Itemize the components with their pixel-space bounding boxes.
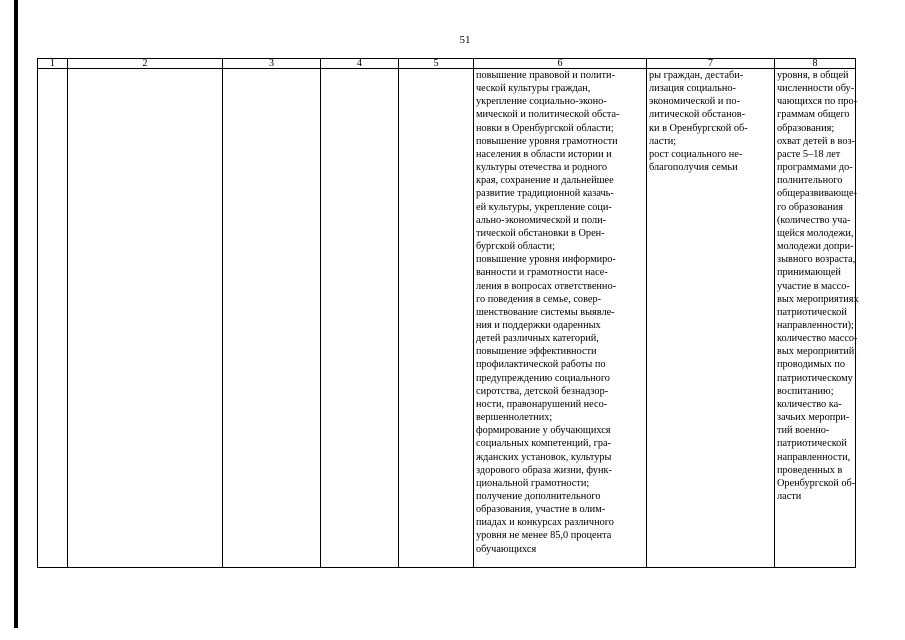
column-header-3: 3 (223, 59, 321, 69)
cell-line: программами до- (777, 162, 853, 174)
cell-line: молодежи допри- (777, 241, 854, 253)
cell-line: повышение уровня грамотности (476, 135, 618, 147)
cell-line: ки в Оренбургской об- (649, 122, 748, 134)
cell-line: литической обстанов- (649, 109, 746, 121)
cell-line: проводимых по (777, 359, 846, 371)
table-row (38, 69, 856, 568)
cell-risks-text (647, 69, 775, 568)
column-header-2: 2 (68, 59, 223, 69)
cell-line: циональной грамотности; (476, 477, 590, 489)
cell-line: уровня, в общей (777, 70, 849, 81)
column-header-5: 5 (399, 59, 474, 69)
cell-line: полнительного (777, 175, 843, 187)
cell-line: зачьих меропри- (777, 412, 850, 424)
cell-line: направленности); (777, 319, 854, 331)
cell-col2 (68, 69, 223, 568)
column-header-4: 4 (321, 59, 399, 69)
cell-line: формирование у обучающихся (476, 425, 611, 437)
cell-line: предупреждению социального (476, 372, 610, 384)
cell-line: чающихся по про- (777, 96, 858, 108)
cell-line: зывного возраста, (777, 254, 856, 266)
cell-line: численности обу- (777, 83, 855, 95)
cell-line: профилактической работы по (476, 359, 606, 371)
cell-line: патриотическому (777, 372, 853, 384)
cell-line: патриотической (777, 306, 847, 318)
cell-line: охват детей в воз- (777, 135, 855, 147)
cell-line: го поведения в семье, совер- (476, 293, 602, 305)
cell-line: экономической и по- (649, 96, 740, 108)
cell-line: укрепление социально-эконо- (476, 96, 607, 108)
cell-line: получение дополнительного (476, 491, 601, 502)
cell-goals-text (474, 69, 647, 568)
cell-line: пиадах и конкурсах различного (476, 517, 614, 529)
cell-line: участие в массо- (777, 280, 850, 292)
cell-line: принимающей (777, 267, 841, 279)
document-table (37, 58, 859, 568)
column-header-8: 8 (775, 59, 856, 69)
cell-line: шенствование системы выявле- (476, 306, 615, 318)
cell-line: Оренбургской об- (777, 477, 856, 489)
cell-line: лизация социально- (649, 83, 736, 95)
cell-line: населения в области истории и (476, 148, 612, 160)
cell-line: развитие традиционной казачь- (476, 188, 614, 200)
cell-line: вершеннолетних; (476, 412, 553, 424)
cell-line: ческой культуры граждан, (476, 83, 591, 95)
cell-col1 (38, 69, 68, 568)
cell-line: социальных компетенций, гра- (476, 438, 612, 450)
cell-line: го образования (777, 201, 844, 213)
cell-line: здорового образа жизни, функ- (476, 464, 612, 476)
column-header-7: 7 (647, 59, 775, 69)
cell-line: повышение эффективности (476, 346, 597, 358)
cell-line: рост социального не- (649, 148, 743, 160)
cell-line: уровня не менее 85,0 процента (476, 530, 612, 542)
cell-col3 (223, 69, 321, 568)
cell-line: повышение уровня информиро- (476, 254, 616, 266)
cell-line: обучающихся (476, 543, 537, 555)
cell-line: вых мероприятиях (777, 293, 859, 305)
cell-indicators-text (775, 69, 859, 568)
cell-line: жданских установок, культуры (476, 451, 612, 463)
cell-line: общеразвивающе- (777, 188, 857, 200)
cell-line: ей культуры, укрепление соци- (476, 201, 612, 213)
cell-line: (количество уча- (777, 214, 851, 226)
cell-line: ласти (777, 491, 802, 502)
cell-line: края, сохранение и дальнейшее (476, 175, 614, 187)
cell-line: воспитанию; (777, 385, 834, 397)
cell-line: тий военно- (777, 425, 830, 437)
cell-line: ления в вопросах ответственно- (476, 280, 617, 292)
column-header-1: 1 (38, 59, 68, 69)
cell-col5 (399, 69, 474, 568)
cell-col4 (321, 69, 399, 568)
cell-line: ния и поддержки одаренных (476, 319, 601, 331)
table-header-row (38, 59, 856, 69)
cell-line: культуры отечества и родного (476, 162, 608, 174)
cell-line: граммам общего (777, 109, 850, 121)
binding-margin-bar (14, 0, 18, 628)
cell-line: щейся молодежи, (777, 227, 854, 239)
cell-line: ласти; (649, 135, 677, 147)
cell-line: проведенных в (777, 464, 843, 476)
cell-line: новки в Оренбургской области; (476, 122, 614, 134)
cell-line: вых мероприятий, (777, 346, 857, 358)
cell-line: ально-экономической и поли- (476, 214, 607, 226)
cell-line: расте 5–18 лет (777, 148, 841, 160)
column-header-6: 6 (474, 59, 647, 69)
cell-line: сиротства, детской безнадзор- (476, 385, 609, 397)
cell-line: благополучия семьи (649, 162, 738, 174)
cell-line: ры граждан, дестаби- (649, 70, 744, 81)
cell-line: количество массо- (777, 333, 858, 345)
cell-line: бургской области; (476, 241, 555, 253)
cell-line: ности, правонарушений несо- (476, 398, 608, 410)
cell-line: повышение правовой и полити- (476, 70, 615, 81)
cell-line: образования, участие в олим- (476, 504, 606, 516)
cell-line: ванности и грамотности насе- (476, 267, 608, 279)
cell-line: тической обстановки в Орен- (476, 227, 605, 239)
cell-line: мической и политической обста- (476, 109, 620, 121)
cell-line: направленности, (777, 451, 851, 463)
cell-line: количество ка- (777, 398, 842, 410)
cell-line: патриотической (777, 438, 847, 450)
page-number: 51 (459, 34, 471, 46)
cell-line: детей различных категорий, (476, 333, 599, 345)
cell-line: образования; (777, 122, 835, 134)
